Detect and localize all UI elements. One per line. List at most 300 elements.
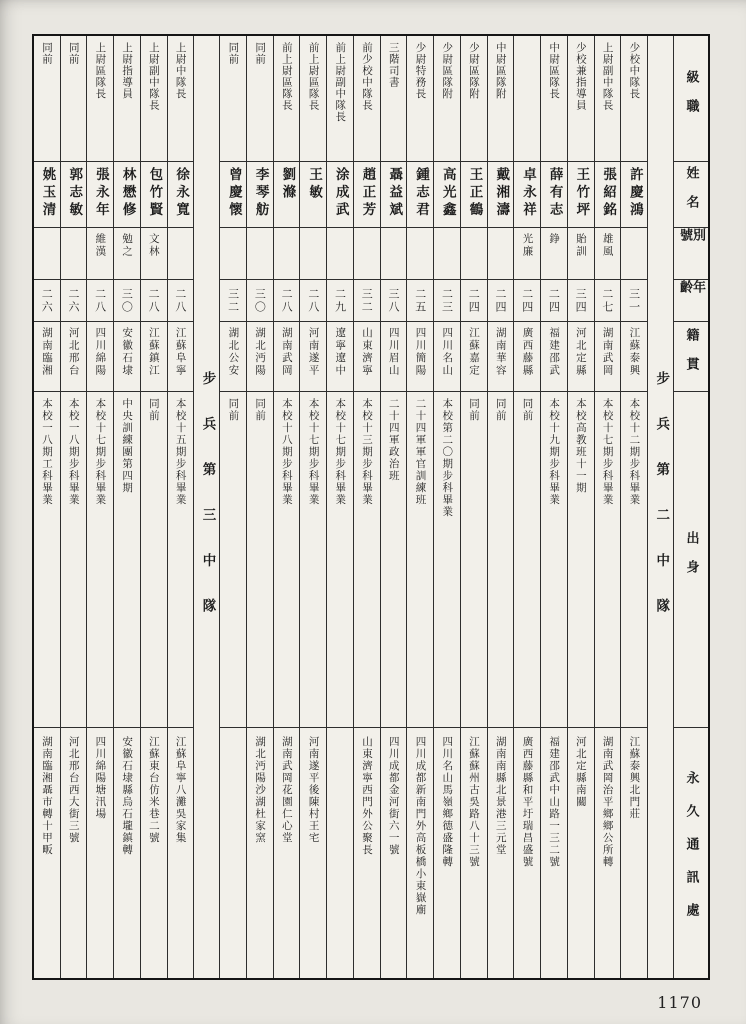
address-cell [514, 728, 540, 978]
background-value: 中央訓練團第四期 [121, 398, 134, 494]
header-cell-rank [674, 36, 708, 162]
alias-cell [407, 228, 433, 280]
person-column [595, 36, 622, 978]
name-cell [274, 162, 300, 228]
rank-cell [168, 36, 194, 162]
origin-value: 四川眉山 [387, 327, 400, 377]
origin-cell [300, 322, 326, 392]
background-cell [407, 392, 433, 728]
name-cell [114, 162, 140, 228]
address-value: 河南遂平後陳村王宅 [307, 736, 320, 844]
origin-cell [381, 322, 407, 392]
name-cell [168, 162, 194, 228]
address-cell [461, 728, 487, 978]
origin-cell [274, 322, 300, 392]
name-cell [34, 162, 60, 228]
origin-cell [247, 322, 273, 392]
address-value: 湖南南縣北景港三元堂 [494, 736, 507, 856]
person-column [114, 36, 141, 978]
name-value: 李琴舫 [252, 167, 269, 220]
name-cell [381, 162, 407, 228]
rank-cell [595, 36, 621, 162]
age-value: 二六 [66, 287, 80, 314]
address-value: 湖南臨湘聶市轉十甲畈 [40, 736, 53, 856]
alias-cell [220, 228, 246, 280]
age-value: 二八 [147, 287, 161, 314]
rank-cell [488, 36, 514, 162]
address-value: 福建邵武中山路一三二號 [548, 736, 561, 868]
age-cell [568, 280, 594, 322]
age-cell [141, 280, 167, 322]
origin-value: 江蘇嘉定 [467, 327, 480, 377]
origin-cell [514, 322, 540, 392]
header-cell-age [674, 280, 708, 322]
background-value: 二十四軍政治班 [387, 398, 400, 482]
alias-cell [300, 228, 326, 280]
rank-value: 上尉副中隊長 [601, 42, 614, 111]
alias-cell [141, 228, 167, 280]
background-value: 本校第二〇期步科畢業 [441, 398, 454, 518]
origin-value: 江蘇鎮江 [147, 327, 160, 377]
background-value: 同前 [467, 398, 480, 422]
name-value: 趙正芳 [359, 167, 376, 220]
background-value: 本校十二期步科畢業 [628, 398, 641, 506]
age-cell [114, 280, 140, 322]
origin-cell [168, 322, 194, 392]
background-value: 本校十七期步科畢業 [334, 398, 347, 506]
section-divider-cell [194, 36, 219, 978]
age-value: 三二 [360, 287, 374, 314]
section-divider-cell [648, 36, 673, 978]
background-value: 本校一八期工科畢業 [40, 398, 53, 506]
alias-cell [114, 228, 140, 280]
alias-cell [247, 228, 273, 280]
address-cell [354, 728, 380, 978]
page-number: 1170 [657, 993, 702, 1012]
alias-cell [595, 228, 621, 280]
background-value: 本校高教班十一期 [574, 398, 587, 494]
background-value: 本校一八期步科畢業 [67, 398, 80, 506]
name-value: 高光鑫 [439, 167, 456, 220]
alias-cell [514, 228, 540, 280]
age-value: 二九 [333, 287, 347, 314]
age-value: 二五 [413, 287, 427, 314]
name-value: 曾慶懷 [225, 167, 242, 220]
age-cell [61, 280, 87, 322]
background-cell [488, 392, 514, 728]
person-column [568, 36, 595, 978]
address-cell [61, 728, 87, 978]
address-value: 安徽石埭縣烏石壠鎮轉 [121, 736, 134, 856]
address-cell [34, 728, 60, 978]
age-value: 二八 [306, 287, 320, 314]
age-value: 三〇 [120, 287, 134, 314]
address-cell [381, 728, 407, 978]
name-value: 林懋修 [119, 167, 136, 220]
header-column [674, 36, 708, 978]
age-value: 三二 [226, 287, 240, 314]
address-value: 江蘇蘇州古吳路八十三號 [467, 736, 480, 868]
alias-cell [61, 228, 87, 280]
rank-cell [220, 36, 246, 162]
name-value: 鍾志君 [413, 167, 429, 220]
name-cell [300, 162, 326, 228]
rank-value: 前上尉區隊長 [280, 42, 293, 111]
name-cell [568, 162, 594, 228]
person-column [168, 36, 195, 978]
address-cell [114, 728, 140, 978]
header-label-address: 永久通訊處 [683, 770, 699, 936]
background-value: 同前 [254, 398, 267, 422]
name-cell [327, 162, 353, 228]
name-value: 王敏 [306, 167, 323, 202]
header-cell-background [674, 392, 708, 728]
address-value: 廣西藤縣和平圩瑞昌盛號 [521, 736, 534, 868]
address-value: 山東濟寧西門外公聚長 [361, 736, 374, 856]
rank-cell [274, 36, 300, 162]
address-value: 河北定縣南關 [574, 736, 587, 808]
age-cell [434, 280, 460, 322]
section-divider-label: 步兵第三中隊 [199, 370, 216, 644]
age-value: 二四 [467, 287, 481, 314]
background-cell [434, 392, 460, 728]
age-cell [34, 280, 60, 322]
age-cell [327, 280, 353, 322]
rank-cell [407, 36, 433, 162]
origin-cell [621, 322, 647, 392]
origin-cell [141, 322, 167, 392]
origin-value: 江蘇泰興 [628, 327, 641, 377]
address-value: 湖北沔陽沙湖杜家窯 [254, 736, 267, 844]
name-value: 薛有志 [546, 167, 563, 220]
address-cell [595, 728, 621, 978]
header-cell-alias [674, 228, 708, 280]
age-cell [381, 280, 407, 322]
rank-value: 同前 [227, 42, 240, 65]
alias-cell [541, 228, 567, 280]
person-column [621, 36, 648, 978]
name-cell [247, 162, 273, 228]
origin-value: 湖北沔陽 [254, 327, 267, 377]
origin-cell [34, 322, 60, 392]
background-cell [354, 392, 380, 728]
background-cell [61, 392, 87, 728]
alias-cell [354, 228, 380, 280]
rank-cell [34, 36, 60, 162]
background-cell [87, 392, 113, 728]
age-value: 二三 [440, 287, 454, 314]
rank-value: 前少校中隊長 [361, 42, 374, 111]
rank-cell [381, 36, 407, 162]
rank-cell [621, 36, 647, 162]
origin-cell [220, 322, 246, 392]
address-value: 四川成都新南門外高板橋小東嶽廟 [414, 736, 427, 916]
rank-cell [247, 36, 273, 162]
background-cell [141, 392, 167, 728]
origin-cell [87, 322, 113, 392]
address-cell [274, 728, 300, 978]
name-cell [354, 162, 380, 228]
name-cell [87, 162, 113, 228]
age-cell [247, 280, 273, 322]
address-value: 四川成都金河街六一號 [387, 736, 400, 856]
header-label-age: 年齡 [677, 280, 705, 309]
address-cell [168, 728, 194, 978]
alias-value: 文林 [147, 233, 160, 258]
origin-value: 湖北公安 [227, 327, 240, 377]
age-cell [274, 280, 300, 322]
alias-cell [327, 228, 353, 280]
header-label-background: 出身 [683, 530, 699, 589]
name-value: 聶益斌 [386, 167, 403, 220]
origin-cell [61, 322, 87, 392]
rank-value: 中尉區隊附 [494, 42, 507, 100]
background-cell [568, 392, 594, 728]
origin-value: 安徽石埭 [121, 327, 134, 377]
origin-value: 河南遂平 [307, 327, 320, 377]
alias-cell [461, 228, 487, 280]
age-cell [595, 280, 621, 322]
name-value: 王正鶴 [466, 167, 483, 220]
address-value: 江蘇阜寧八灘吳家集 [174, 736, 187, 844]
address-cell [141, 728, 167, 978]
name-cell [514, 162, 540, 228]
age-value: 二八 [173, 287, 187, 314]
address-value: 四川綿陽塘汛場 [94, 736, 107, 820]
rank-value: 上尉區隊長 [94, 42, 107, 100]
name-value: 徐永寬 [173, 167, 190, 220]
name-cell [141, 162, 167, 228]
background-value: 本校十七期步科畢業 [601, 398, 614, 506]
age-value: 三〇 [253, 287, 267, 314]
background-cell [247, 392, 273, 728]
address-cell [488, 728, 514, 978]
age-value: 三一 [627, 287, 641, 314]
background-value: 本校十九期步科畢業 [548, 398, 561, 506]
origin-value: 河北定縣 [574, 327, 587, 377]
origin-cell [407, 322, 433, 392]
alias-value: 維漢 [94, 233, 107, 258]
address-cell [327, 728, 353, 978]
origin-value: 湖南武岡 [280, 327, 293, 377]
alias-value: 貽訓 [574, 233, 587, 258]
rank-cell [327, 36, 353, 162]
rank-cell [114, 36, 140, 162]
background-cell [381, 392, 407, 728]
background-cell [514, 392, 540, 728]
age-cell [541, 280, 567, 322]
alias-value: 雄風 [601, 233, 614, 258]
person-column [300, 36, 327, 978]
name-value: 劉滌 [279, 167, 296, 202]
name-cell [407, 162, 433, 228]
alias-value: 光廉 [521, 233, 534, 258]
rank-value: 同前 [254, 42, 267, 65]
background-cell [300, 392, 326, 728]
origin-cell [595, 322, 621, 392]
rank-value: 少校兼指導員 [574, 42, 587, 111]
person-column [87, 36, 114, 978]
origin-value: 湖南臨湘 [40, 327, 53, 377]
background-cell [114, 392, 140, 728]
address-cell [220, 728, 246, 978]
origin-value: 江蘇阜寧 [174, 327, 187, 377]
address-value: 湖南武岡治平鄉鄉公所轉 [601, 736, 614, 868]
rank-cell [300, 36, 326, 162]
origin-value: 湖南華容 [494, 327, 507, 377]
header-label-name: 姓名 [683, 165, 699, 224]
name-cell [461, 162, 487, 228]
name-value: 姚玉清 [39, 167, 56, 220]
roster-table [32, 34, 710, 980]
rank-cell [61, 36, 87, 162]
background-cell [595, 392, 621, 728]
rank-cell [141, 36, 167, 162]
origin-value: 遼寧遼中 [334, 327, 347, 377]
address-cell [247, 728, 273, 978]
name-value: 涂成武 [332, 167, 349, 220]
person-column [541, 36, 568, 978]
origin-value: 山東濟寧 [361, 327, 374, 377]
origin-cell [568, 322, 594, 392]
age-cell [87, 280, 113, 322]
alias-cell [621, 228, 647, 280]
alias-cell [87, 228, 113, 280]
origin-value: 四川名山 [441, 327, 454, 377]
rank-value: 少校中隊長 [628, 42, 641, 100]
rank-value: 上尉指導員 [121, 42, 134, 100]
alias-value: 錚 [548, 233, 561, 246]
rank-value: 前上尉區隊長 [307, 42, 320, 111]
origin-cell [541, 322, 567, 392]
header-label-rank: 級職 [683, 69, 699, 128]
address-cell [407, 728, 433, 978]
address-value: 江蘇東台仿米巷二號 [147, 736, 160, 844]
rank-cell [434, 36, 460, 162]
background-value: 本校十七期步科畢業 [94, 398, 107, 506]
address-value: 四川名山馬嶺鄉德盛隆轉 [441, 736, 454, 868]
age-cell [300, 280, 326, 322]
background-value: 同前 [147, 398, 160, 422]
background-value: 同前 [494, 398, 507, 422]
address-cell [621, 728, 647, 978]
rank-cell [541, 36, 567, 162]
rank-value: 中尉區隊長 [548, 42, 561, 100]
name-cell [621, 162, 647, 228]
alias-cell [488, 228, 514, 280]
origin-cell [354, 322, 380, 392]
origin-value: 廣西藤縣 [521, 327, 534, 377]
age-value: 二七 [600, 287, 614, 314]
person-column [141, 36, 168, 978]
name-value: 張紹銘 [600, 167, 617, 220]
rank-value: 三階司書 [387, 42, 400, 88]
background-value: 同前 [521, 398, 534, 422]
name-cell [434, 162, 460, 228]
person-column [381, 36, 408, 978]
alias-cell [434, 228, 460, 280]
age-value: 二四 [547, 287, 561, 314]
background-cell [621, 392, 647, 728]
age-cell [514, 280, 540, 322]
name-cell [595, 162, 621, 228]
section-divider [194, 36, 220, 978]
name-cell [541, 162, 567, 228]
background-value: 同前 [227, 398, 240, 422]
person-column [247, 36, 274, 978]
section-divider [648, 36, 674, 978]
header-cell-name [674, 162, 708, 228]
name-value: 許慶鴻 [626, 167, 643, 220]
origin-value: 湖南武岡 [601, 327, 614, 377]
address-value: 江蘇泰興北門莊 [628, 736, 641, 820]
name-cell [488, 162, 514, 228]
age-cell [354, 280, 380, 322]
age-value: 二四 [520, 287, 534, 314]
section-divider-label: 步兵第二中隊 [653, 370, 670, 644]
alias-value: 勉之 [121, 233, 134, 258]
address-value: 湖南武岡花園仁心堂 [280, 736, 293, 844]
age-value: 三四 [574, 287, 588, 314]
alias-cell [168, 228, 194, 280]
alias-cell [34, 228, 60, 280]
age-cell [621, 280, 647, 322]
name-cell [220, 162, 246, 228]
rank-value: 前上尉副中隊長 [334, 42, 347, 123]
name-value: 郭志敏 [66, 167, 83, 220]
rank-cell [568, 36, 594, 162]
age-value: 二八 [280, 287, 294, 314]
name-value: 戴湘濤 [493, 167, 510, 220]
age-cell [220, 280, 246, 322]
age-value: 三八 [387, 287, 401, 314]
address-cell [434, 728, 460, 978]
background-value: 本校十三期步科畢業 [361, 398, 374, 506]
address-value: 河北邢台西大街三號 [67, 736, 80, 844]
person-column [407, 36, 434, 978]
person-column [461, 36, 488, 978]
alias-cell [568, 228, 594, 280]
person-column [61, 36, 88, 978]
name-value: 張永年 [92, 167, 109, 220]
age-value: 二四 [493, 287, 507, 314]
alias-cell [381, 228, 407, 280]
origin-cell [488, 322, 514, 392]
rank-value: 上尉中隊長 [174, 42, 187, 100]
age-value: 二六 [40, 287, 54, 314]
origin-value: 福建邵武 [548, 327, 561, 377]
address-cell [541, 728, 567, 978]
name-value: 包竹賢 [146, 167, 163, 220]
name-cell [61, 162, 87, 228]
address-cell [300, 728, 326, 978]
origin-cell [434, 322, 460, 392]
age-cell [461, 280, 487, 322]
origin-value: 四川綿陽 [94, 327, 107, 377]
person-column [34, 36, 61, 978]
background-value: 本校十八期步科畢業 [280, 398, 293, 506]
rank-cell [354, 36, 380, 162]
background-value: 二十四軍軍官訓練班 [414, 398, 427, 506]
age-value: 二八 [93, 287, 107, 314]
rank-cell [514, 36, 540, 162]
header-label-origin: 籍貫 [683, 327, 699, 386]
rank-value: 上尉副中隊長 [147, 42, 160, 111]
person-column [274, 36, 301, 978]
header-cell-address [674, 728, 708, 978]
background-cell [327, 392, 353, 728]
header-label-alias: 別號 [677, 228, 705, 257]
